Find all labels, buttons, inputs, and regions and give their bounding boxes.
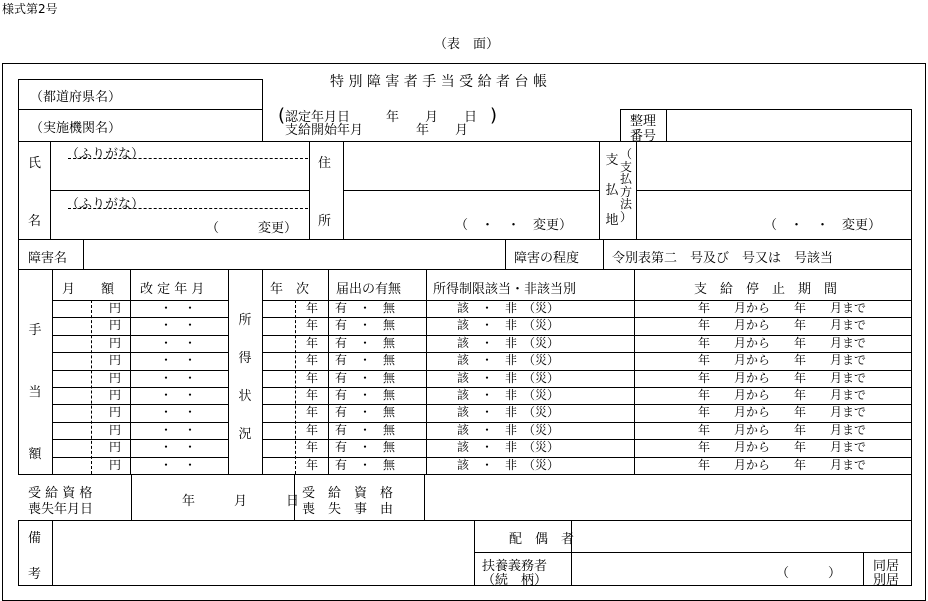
payment-place-label: 支 払 地	[605, 153, 619, 228]
row-stop-period: 年 月から 年 月まで	[698, 388, 867, 402]
row-year: 年	[306, 301, 319, 315]
header-revised: 改 定 年 月	[140, 282, 205, 297]
row-income-limit: 該 ・ 非 （災）	[457, 405, 560, 420]
disability-name-label: 障害名	[28, 251, 68, 266]
row-yen: 円	[109, 318, 122, 333]
row-year: 年	[306, 388, 319, 402]
furigana-label-1: （ふりがな）	[66, 147, 145, 162]
row-income-limit: 該 ・ 非 （災）	[457, 457, 560, 472]
address-label-2: 所	[318, 214, 332, 229]
start-date-label: 支給開始年月	[285, 123, 364, 138]
row-income-limit: 該 ・ 非 （災）	[457, 388, 560, 402]
row-filing: 有 ・ 無	[335, 318, 396, 333]
row-stop-period: 年 月から 年 月まで	[698, 318, 867, 333]
name-label-1: 氏	[28, 156, 42, 171]
remarks-label-2: 考	[28, 567, 42, 582]
support-label-2: （続 柄）	[482, 573, 548, 588]
row-stop-period: 年 月から 年 月まで	[698, 301, 867, 315]
separate-label: 別居	[873, 573, 900, 588]
row-stop-period: 年 月から 年 月まで	[698, 440, 867, 455]
row-filing: 有 ・ 無	[335, 335, 396, 350]
row-filing: 有 ・ 無	[335, 405, 396, 420]
row-filing: 有 ・ 無	[335, 440, 396, 455]
payment-field[interactable]	[637, 142, 911, 189]
face-label: （表 面）	[434, 37, 500, 52]
row-yen: 円	[109, 335, 122, 350]
name-label-2: 名	[28, 214, 42, 229]
header-stop-period: 支 給 停 止 期 間	[694, 282, 838, 297]
row-yen: 円	[109, 457, 122, 472]
form-title: 特 別 障 害 者 手 当 受 給 者 台 帳	[330, 74, 547, 90]
row-yen: 円	[109, 353, 122, 368]
row-revised-date: ・ ・	[160, 388, 197, 402]
row-income-limit: 該 ・ 非 （災）	[457, 301, 560, 315]
row-filing: 有 ・ 無	[335, 457, 396, 472]
cert-date-label: 認定年月日	[285, 110, 351, 125]
row-stop-period: 年 月から 年 月まで	[698, 405, 867, 420]
loss-date-label-1: 受 給 資 格	[28, 486, 93, 501]
furigana-label-2: （ふりがな）	[66, 197, 145, 212]
seiri-label-2: 番号	[630, 129, 657, 144]
header-amount: 月 額	[62, 282, 115, 297]
loss-date-format: 年 月 日	[182, 494, 300, 509]
address-change-label: （ ・ ・ 変更）	[455, 218, 573, 233]
row-stop-period: 年 月から 年 月まで	[698, 370, 867, 385]
bracket-right: )	[490, 105, 498, 126]
row-filing: 有 ・ 無	[335, 301, 396, 315]
row-income-limit: 該 ・ 非 （災）	[457, 422, 560, 437]
row-yen: 円	[109, 388, 122, 402]
address-field[interactable]	[344, 142, 599, 189]
disability-degree-label: 障害の程度	[514, 251, 580, 266]
bracket-left: (	[278, 105, 286, 126]
row-year: 年	[306, 335, 319, 350]
loss-reason-field[interactable]	[425, 475, 911, 519]
row-yen: 円	[109, 301, 122, 315]
loss-date-label-2: 喪失年月日	[28, 502, 94, 517]
row-revised-date: ・ ・	[160, 370, 197, 385]
row-income-limit: 該 ・ 非 （災）	[457, 370, 560, 385]
row-stop-period: 年 月から 年 月まで	[698, 353, 867, 368]
row-filing: 有 ・ 無	[335, 422, 396, 437]
remarks-field[interactable]	[53, 521, 474, 584]
header-filing: 届出の有無	[336, 282, 402, 297]
row-stop-period: 年 月から 年 月まで	[698, 457, 867, 472]
support-field[interactable]	[572, 553, 772, 584]
row-year: 年	[306, 370, 319, 385]
row-revised-date: ・ ・	[160, 422, 197, 437]
row-year: 年	[306, 405, 319, 420]
header-year: 年 次	[270, 282, 310, 297]
row-yen: 円	[109, 440, 122, 455]
row-revised-date: ・ ・	[160, 405, 197, 420]
cohabit-label: 同居	[873, 559, 900, 574]
header-income-limit: 所得制限該当・非該当別	[433, 282, 577, 297]
row-revised-date: ・ ・	[160, 457, 197, 472]
income-side-label: 所 得 状 況	[238, 313, 252, 442]
row-year: 年	[306, 353, 319, 368]
address-label-1: 住	[318, 156, 332, 171]
row-income-limit: 該 ・ 非 （災）	[457, 318, 560, 333]
row-year: 年	[306, 422, 319, 437]
remarks-label-1: 備	[28, 531, 42, 546]
row-yen: 円	[109, 405, 122, 420]
seiri-label-1: 整理	[630, 114, 657, 129]
row-income-limit: 該 ・ 非 （災）	[457, 353, 560, 368]
loss-reason-label-1: 受 給 資 格	[302, 486, 394, 501]
row-year: 年	[306, 318, 319, 333]
agency-label: （実施機関名）	[30, 121, 122, 136]
start-date-format: 年 月	[416, 123, 469, 138]
row-yen: 円	[109, 370, 122, 385]
row-filing: 有 ・ 無	[335, 370, 396, 385]
support-label-1: 扶養義務者	[482, 559, 548, 574]
row-stop-period: 年 月から 年 月まで	[698, 422, 867, 437]
row-filing: 有 ・ 無	[335, 388, 396, 402]
prefecture-label: （都道府県名）	[30, 90, 122, 105]
row-income-limit: 該 ・ 非 （災）	[457, 440, 560, 455]
row-revised-date: ・ ・	[160, 318, 197, 333]
row-revised-date: ・ ・	[160, 301, 197, 315]
row-income-limit: 該 ・ 非 （災）	[457, 335, 560, 350]
cert-date-format: 年 月 日	[386, 110, 478, 125]
disability-degree-value: 令別表第二 号及び 号又は 号該当	[612, 251, 834, 266]
row-filing: 有 ・ 無	[335, 353, 396, 368]
amount-side-label: 手 当 額	[28, 323, 42, 462]
row-revised-date: ・ ・	[160, 353, 197, 368]
row-revised-date: ・ ・	[160, 440, 197, 455]
seiri-number-field[interactable]	[667, 110, 910, 140]
name-change-label: （ 変更）	[206, 221, 298, 236]
payment-change-label: （ ・ ・ 変更）	[764, 218, 882, 233]
row-stop-period: 年 月から 年 月まで	[698, 335, 867, 350]
row-year: 年	[306, 440, 319, 455]
loss-reason-label-2: 喪 失 事 由	[302, 502, 394, 517]
spouse-label: 配 偶 者	[509, 532, 575, 547]
row-year: 年	[306, 457, 319, 472]
payment-method-label: （ 支 払 方 法 ）	[619, 147, 632, 224]
support-relation-paren: （ ）	[776, 566, 842, 581]
name-field[interactable]	[51, 160, 309, 189]
disability-name-field[interactable]	[84, 240, 505, 268]
row-yen: 円	[109, 422, 122, 437]
spouse-field[interactable]	[572, 521, 911, 551]
row-revised-date: ・ ・	[160, 335, 197, 350]
form-number-label: 様式第2号	[2, 2, 58, 16]
